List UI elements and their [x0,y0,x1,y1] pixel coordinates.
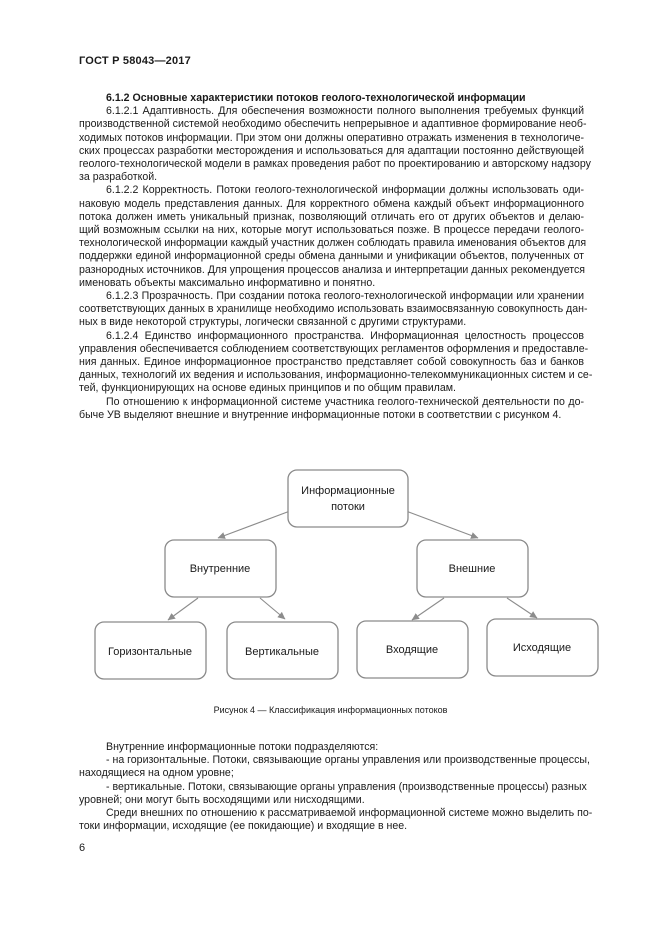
node-outgoing [487,619,598,676]
text-line: соответствующих данных в хранилище необходимо использовать взаимосвязанную совокупность дан- [79,303,588,316]
text-line: ходимых потоков информации. При этом они должны оперативно отражать изменения в технологиче- [79,131,584,144]
text-line: 6.1.2.2 Корректность. Потоки геолого-технологической информации должны использовать оди- [106,184,584,197]
text-line: 6.1.2.4 Единство информационного пространства. Информационная целостность процессов [106,329,584,342]
arrow-internal-to-horizontal [168,598,198,620]
node-horizontal-label: Горизонтальные [108,646,192,658]
text-line: разнородных источников. Для упрощения процессов анализа и интерпретации данных рекомендуется [79,263,586,276]
text-line: данных, технологий их ведения и использования, информационно-телекоммуникационных систем и се- [79,369,593,382]
node-internal-label: Внутренние [189,563,251,575]
node-root [288,470,408,527]
text-line: 6.1.2.3 Прозрачность. При создании потока геолого-технологической информации или хранении [106,290,584,303]
arrow-internal-to-vertical [260,598,285,619]
text-line: геолого-технологической модели в рамках проведения работ по проектированию и авторскому надзору [79,158,591,171]
section-title: 6.1.2 Основные характеристики потоков геолого-технологической информации [106,92,526,104]
node-incoming [357,621,468,678]
arrow-external-to-outgoing [507,598,537,618]
text-line: - на горизонтальные. Потоки, связывающие органы управления или производственные процессы, [106,754,590,767]
node-root-label-1: Информационные [301,485,395,497]
node-external-label: Внешние [448,563,496,575]
text-line: поддержки единой информационной среды обмена данными и унификации объектов, полученных от [79,250,584,263]
document-code-header: ГОСТ Р 58043—2017 [79,55,191,67]
text-line: Внутренние информационные потоки подразделяются: [106,741,379,753]
node-root-label-2: потоки [331,501,365,513]
text-line: производственной системой необходимо обеспечить непрерывное и адаптивное формирование необ- [79,118,587,131]
text-line: наковую модель представления данных. Для корректного обмена каждый объект информационного [79,197,584,210]
node-external [417,540,528,597]
node-internal [165,540,276,597]
page-number: 6 [79,842,86,854]
text-line: уровней; они могут быть восходящими или нисходящими. [79,793,365,806]
text-line: ния данных. Единое информационное пространство представляет собой совокупность баз и банков [79,356,584,369]
text-line: технологической информации каждый участник должен соблюдать правила именования объектов для [79,237,587,250]
arrow-root-to-external [406,511,478,538]
node-incoming-label: Входящие [385,644,439,656]
text-line: Среди внешних по отношению к рассматриваемой информационной системе можно выделить по- [106,807,593,820]
text-line: находящиеся на одном уровне; [79,767,234,780]
after-diagram-text [79,741,593,833]
node-horizontal [95,622,206,679]
figure-caption: Рисунок 4 — Классификация информационных потоков [213,705,448,715]
text-line: потока должен иметь уникальный признак, позволяющий отличать его от других объектов и делаю- [79,210,584,223]
list-item-vertical [79,780,587,807]
text-line: именовать объекты максимально информативно и понятно. [79,276,376,289]
text-line: управления обеспечивается соблюдением соответствующих регламентов оформления и предоставле- [79,342,589,355]
text-line: ских процессах разработки месторождения и использоваться для адаптации постоянно действующей [79,144,584,157]
text-line: за разработкой. [79,171,158,184]
text-line: По отношению к информационной системе участника геолого-технической деятельности по до- [106,395,584,408]
paragraph-external-flows [79,807,593,833]
text-line: тей, функционирующих на основе единых принципов и по общим правилам. [79,382,456,395]
node-vertical [227,622,338,679]
node-outgoing-label: Исходящие [512,642,572,654]
node-vertical-label: Вертикальные [245,646,319,658]
text-line: щий возможным ссылки на них, которые могут использоваться позже. В процессе передачи геолого- [79,224,584,237]
text-line: - вертикальные. Потоки, связывающие органы управления (производственные процессы) разных [106,780,587,793]
text-line: токи информации, исходящие (ее покидающие) и входящие в нее. [79,820,408,833]
list-item-horizontal [79,754,590,780]
text-line: 6.1.2.1 Адаптивность. Для обеспечения возможности полного выполнения требуемых функций [106,105,584,118]
text-line: быче УВ выделяют внешние и внутренние информационные потоки в соответствии с рисунком 4. [79,408,562,421]
arrow-root-to-internal [218,511,290,538]
arrow-external-to-incoming [412,598,444,620]
text-line: ных в виде некоторой структуры, логически связанной с другими структурами. [79,316,467,329]
